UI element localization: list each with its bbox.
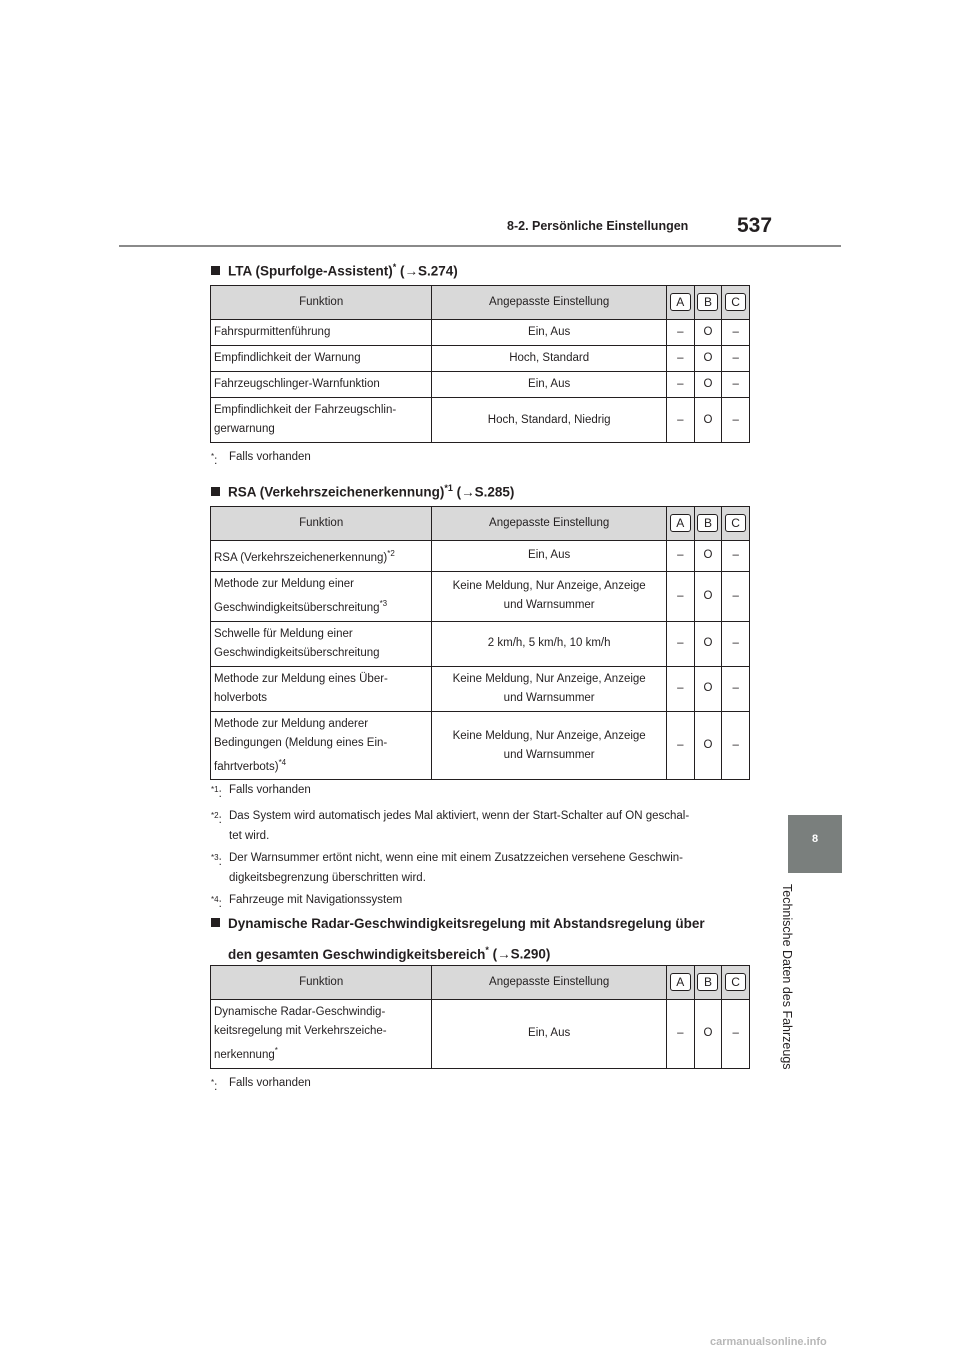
einstellung-cell: Ein, Aus <box>432 541 667 572</box>
b-cell: O <box>694 398 722 443</box>
b-cell: O <box>694 666 722 711</box>
einstellung-cell: 2 km/h, 5 km/h, 10 km/h <box>432 621 667 666</box>
einstellung-cell: Ein, Aus <box>432 320 667 346</box>
col-b: B <box>694 507 722 541</box>
col-c: C <box>722 966 750 1000</box>
a-cell: – <box>666 346 694 372</box>
col-funktion: Funktion <box>211 286 432 320</box>
drcc-table <box>210 965 750 1069</box>
col-b: B <box>694 286 722 320</box>
col-c: C <box>722 286 750 320</box>
funktion-cell <box>211 1000 432 1069</box>
b-cell: O <box>694 372 722 398</box>
funktion-cell <box>211 372 432 398</box>
table-row <box>211 711 750 780</box>
a-cell: – <box>666 571 694 621</box>
a-cell: – <box>666 541 694 572</box>
b-cell: O <box>694 571 722 621</box>
footnote-mark: $^{*4}$: <box>211 894 222 910</box>
footnote-text: Der Warnsummer ertönt nicht, wenn eine mit einem Zusatzzeichen versehene Geschwin- digkeitsbegrenzung überschritten wird. <box>229 851 684 884</box>
rsa-table <box>210 506 750 780</box>
chapter-tab-label: Technische Daten des Fahrzeugs <box>780 884 794 1070</box>
footnote <box>211 447 751 471</box>
c-cell: – <box>722 1000 750 1069</box>
table-row <box>211 346 750 372</box>
funktion-cell <box>211 320 432 346</box>
table-row <box>211 1000 750 1069</box>
funktion-text: Schwelle für Meldung einer Geschwindigkeitsüberschreitung <box>214 627 380 659</box>
a-cell: – <box>666 1000 694 1069</box>
table-row <box>211 541 750 572</box>
col-funktion: Funktion <box>211 507 432 541</box>
footnote-ref: * <box>274 1046 278 1055</box>
c-cell: – <box>722 571 750 621</box>
rsa-heading: RSA (Verkehrszeichenerkennung)$^{*1}$ (→S.285) <box>211 475 514 506</box>
footnote-mark-text: *2 <box>211 810 219 820</box>
c-cell: – <box>722 398 750 443</box>
funktion-text: Fahrzeugschlinger-Warnfunktion <box>214 378 380 390</box>
einstellung-cell: Ein, Aus <box>432 1000 667 1069</box>
c-cell: – <box>722 372 750 398</box>
footnote-mark-text: *1 <box>211 785 219 794</box>
c-cell: – <box>722 346 750 372</box>
einstellung-cell: Keine Meldung, Nur Anzeige, Anzeige und Warnsummer <box>432 666 667 711</box>
funktion-cell <box>211 666 432 711</box>
footnote-ref: *4 <box>278 757 287 767</box>
col-b: B <box>694 966 722 1000</box>
footnote <box>211 848 751 888</box>
funktion-text: Methode zur Meldung eines Über- holverbots <box>214 672 388 704</box>
col-einstellung: Angepasste Einstellung <box>432 286 667 320</box>
footnote-mark-text: *4 <box>211 894 219 904</box>
footnote-ref: *2 <box>387 549 395 558</box>
c-cell: – <box>722 541 750 572</box>
funktion-text: Fahrspurmittenführung <box>214 326 331 338</box>
funktion-cell <box>211 346 432 372</box>
watermark: carmanualsonline.info <box>710 1336 827 1348</box>
footnote-mark: $^{*2}$: <box>211 810 222 826</box>
funktion-cell <box>211 398 432 443</box>
funktion-text: Methode zur Meldung anderer Bedingungen (Meldung eines Ein- fahrtverbots) <box>214 717 388 773</box>
col-einstellung: Angepasste Einstellung <box>432 507 667 541</box>
b-cell: O <box>694 711 722 780</box>
a-cell: – <box>666 320 694 346</box>
header-rule <box>119 245 841 247</box>
a-cell: – <box>666 398 694 443</box>
section-title: 8-2. Persönliche Einstellungen <box>507 219 689 233</box>
footnote-text: Falls vorhanden <box>229 451 311 463</box>
col-a: A <box>666 966 694 1000</box>
footnote-text: Falls vorhanden <box>229 1077 311 1089</box>
c-cell: – <box>722 621 750 666</box>
col-c: C <box>722 507 750 541</box>
footnote-mark-text: * <box>211 1078 215 1087</box>
table-row <box>211 571 750 621</box>
drcc-heading: Dynamische Radar-Geschwindigkeitsregelung mit Abstandsregelung über den gesamten Geschwindigkeitsbereich* (→S.290) <box>211 911 751 968</box>
footnote-text: Fahrzeuge mit Navigationssystem <box>229 893 403 906</box>
footnote-mark: *: <box>211 452 218 467</box>
funktion-cell <box>211 711 432 780</box>
footnote <box>211 780 751 804</box>
funktion-text: Methode zur Meldung einer Geschwindigkeitsüberschreitung <box>214 577 380 614</box>
footnote-ref: *3 <box>379 598 388 608</box>
b-cell: O <box>694 320 722 346</box>
table-row <box>211 621 750 666</box>
funktion-text: Dynamische Radar-Geschwindig- keitsregelung mit Verkehrszeiche- nerkennung <box>214 1006 387 1061</box>
lta-footnotes <box>211 447 751 473</box>
footnote-mark: *: <box>211 1078 218 1093</box>
lta-table <box>210 285 750 443</box>
table-row <box>211 372 750 398</box>
funktion-text: Empfindlichkeit der Fahrzeugschlin- gerwarnung <box>214 404 397 435</box>
c-cell: – <box>722 711 750 780</box>
table-row <box>211 320 750 346</box>
c-cell: – <box>722 320 750 346</box>
c-cell: – <box>722 666 750 711</box>
a-cell: – <box>666 372 694 398</box>
funktion-text: RSA (Verkehrszeichenerkennung) <box>214 551 388 564</box>
b-cell: O <box>694 541 722 572</box>
bullet-square-icon <box>211 487 220 496</box>
a-cell: – <box>666 621 694 666</box>
footnote-mark-text: *3 <box>211 852 219 862</box>
einstellung-cell: Keine Meldung, Nur Anzeige, Anzeige und Warnsummer <box>432 571 667 621</box>
table-row <box>211 666 750 711</box>
funktion-cell <box>211 621 432 666</box>
footnote <box>211 1073 751 1097</box>
footnote-mark: $^{*3}$: <box>211 852 222 868</box>
lta-heading: LTA (Spurfolge-Assistent)* (→S.274) <box>211 254 458 285</box>
einstellung-cell: Hoch, Standard, Niedrig <box>432 398 667 443</box>
einstellung-cell: Ein, Aus <box>432 372 667 398</box>
einstellung-cell: Hoch, Standard <box>432 346 667 372</box>
funktion-cell <box>211 571 432 621</box>
col-a: A <box>666 286 694 320</box>
chapter-number: 8 <box>811 833 819 845</box>
rsa-footnotes <box>211 780 751 916</box>
col-einstellung: Angepasste Einstellung <box>432 966 667 1000</box>
b-cell: O <box>694 621 722 666</box>
einstellung-cell: Keine Meldung, Nur Anzeige, Anzeige und Warnsummer <box>432 711 667 780</box>
drcc-footnotes <box>211 1073 751 1099</box>
footnote-mark-text: * <box>211 452 215 461</box>
footnote-text: Das System wird automatisch jedes Mal aktiviert, wenn der Start-Schalter auf ON geschal- tet wird. <box>229 809 690 842</box>
chapter-tab <box>788 815 842 873</box>
footnote <box>211 806 751 846</box>
funktion-cell <box>211 541 432 572</box>
footnote-mark: $^{*1}$: <box>211 785 222 800</box>
b-cell: O <box>694 1000 722 1069</box>
a-cell: – <box>666 711 694 780</box>
footnote-text: Falls vorhanden <box>229 784 311 796</box>
table-row <box>211 398 750 443</box>
bullet-square-icon <box>211 918 220 927</box>
funktion-text: Empfindlichkeit der Warnung <box>214 352 361 364</box>
page-number: 537 <box>737 214 773 237</box>
b-cell: O <box>694 346 722 372</box>
col-a: A <box>666 507 694 541</box>
bullet-square-icon <box>211 266 220 275</box>
col-funktion: Funktion <box>211 966 432 1000</box>
a-cell: – <box>666 666 694 711</box>
